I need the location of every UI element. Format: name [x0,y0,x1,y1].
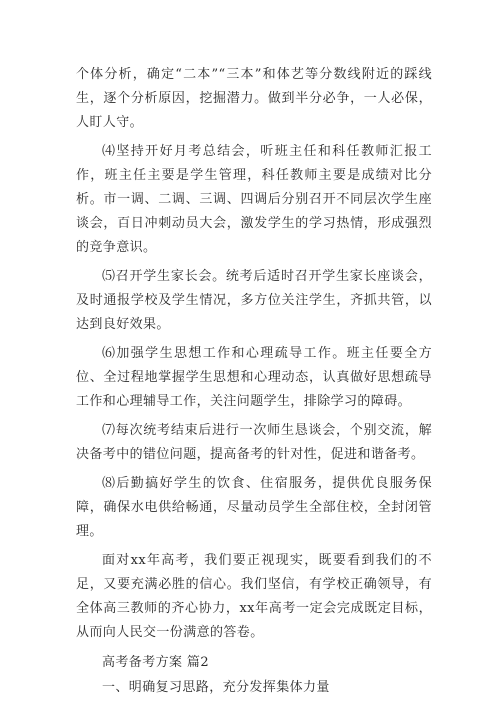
paragraph-individual-analysis: 个体分析，确定“二本”“三本”和体艺等分数线附近的踩线生，逐个分析原因，挖掘潜力。做到半分必争，一人必保，人盯人守。 [76,67,432,130]
paragraph-parent-meeting: ⑸召开学生家长会。统考后适时召开学生家长座谈会，及时通报学校及学生情况，多方位关注学生，齐抓共管，以达到良好效果。 [76,269,432,332]
paragraph-teacher-student-talk: ⑺每次统考结束后进行一次师生恳谈会，个别交流，解决备考中的错位问题，提高备考的针对性，促进和谐备考。 [76,423,432,462]
paragraph-monthly-exam-summary: ⑷坚持开好月考总结会，听班主任和科任教师汇报工作，班主任主要是学生管理，科任教师主要是成绩对比分析。市一调、二调、三调、四调后分别召开不同层次学生座谈会，百日冲刺动员大会，激发学生的学习热情，形成强烈的竞争意识。 [76,144,432,255]
document-body [76,63,432,700]
paragraph-conclusion: 面对xx年高考，我们要正视现实，既要看到我们的不足，又要充满必胜的信心。我们坚信，有学校正确领导，有全体高三教师的齐心协力，xx年高考一定会完成既定目标，从而向人民交一份满意的答卷。 [76,553,432,640]
paragraph-logistics: ⑻后勤搞好学生的饮食、住宿服务，提供优良服务保障，确保水电供给畅通，尽量动员学生全部住校，全封闭管理。 [76,476,432,539]
section-title: 高考备考方案 篇2 [102,655,210,670]
section-subheading: 一、明确复习思路，充分发挥集体力量 [102,680,330,695]
paragraph-student-mental-work: ⑹加强学生思想工作和心理疏导工作。班主任要全方位、全过程地掌握学生思想和心理动态，认真做好思想疏导工作和心理辅导工作，关注问题学生，排除学习的障碍。 [76,346,432,409]
